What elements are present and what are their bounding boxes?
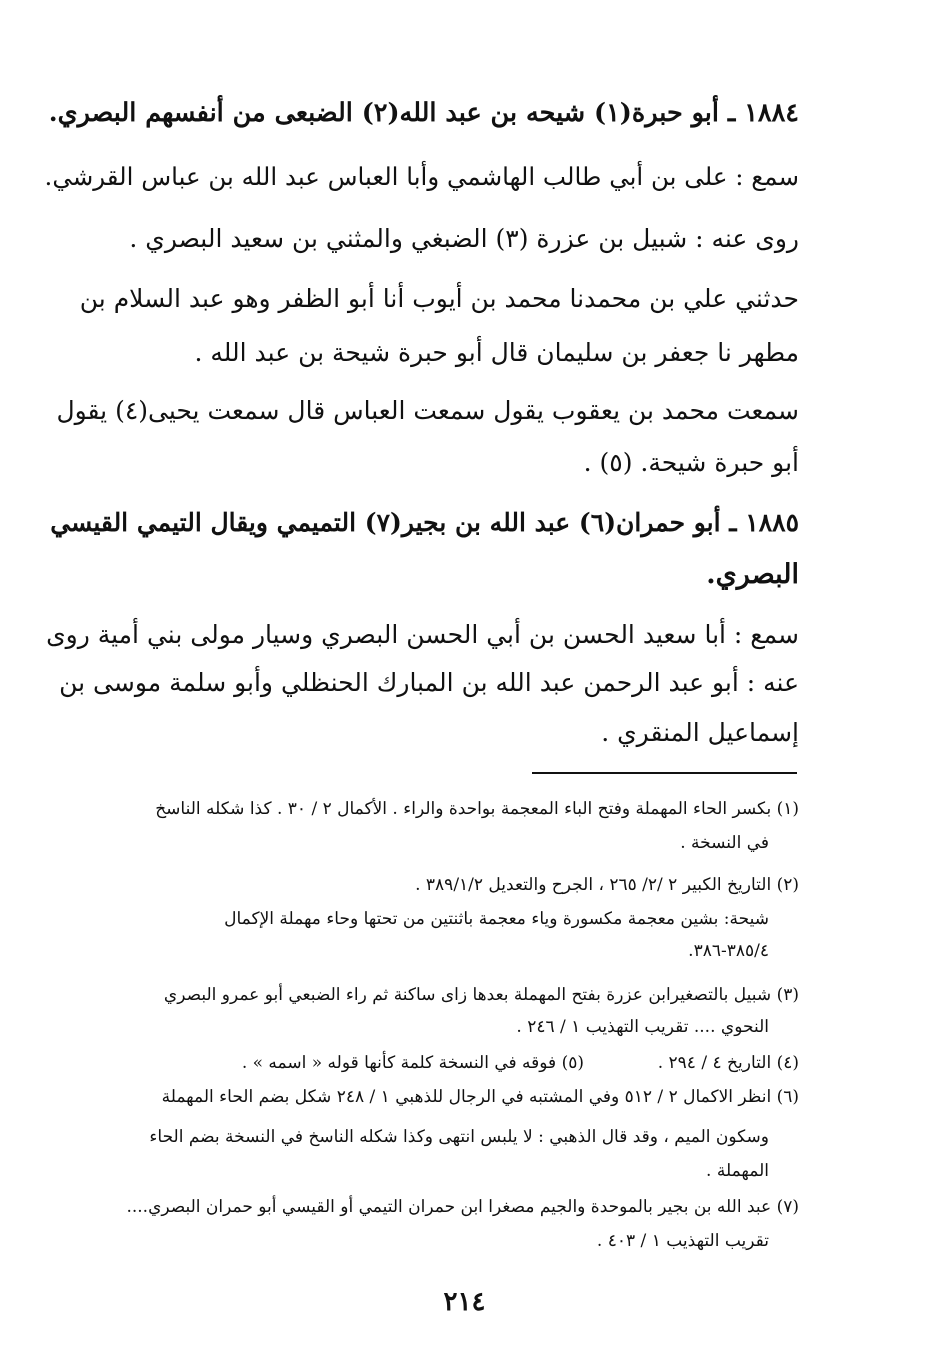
entry-1884-heading: ١٨٨٤ ـ أبو حبرة(١) شيحه بن عبد الله(٢) الضبعى من أنفسهم البصري. (48, 98, 799, 128)
entry-1884-line-1: سمع : على بن أبي طالب الهاشمي وأبا العباس عبد الله بن عباس القرشي. (44, 162, 799, 191)
entry-1884-line-6: أبو حبرة شيحة. (٥) . (583, 448, 799, 477)
entry-1885-heading-line-1: ١٨٨٥ ـ أبو حمران(٦) عبد الله بن بجير(٧) التميمي ويقال التيمي القيسي (50, 508, 799, 537)
footnote-2-line-3: ٣٨٥/٤-٣٨٦. (688, 941, 769, 961)
footnote-7-line-2: تقريب التهذيب ١ / ٤٠٣ . (596, 1231, 769, 1251)
footnote-2-line-1: (٢) التاريخ الكبير ٢ /٢/ ٢٦٥ ، الجرح والتعديل ٣٨٩/١/٢ . (415, 875, 799, 895)
footnote-1-line-2: في النسخة . (680, 833, 769, 853)
footnote-6-line-3: المهملة . (706, 1161, 769, 1181)
footnote-3-line-2: النحوي .... تقريب التهذيب ١ / ٢٤٦ . (516, 1017, 769, 1037)
footnote-7-line-1: (٧) عبد الله بن بجير بالموحدة والجيم مصغرا ابن حمران التيمي أو القيسي أبو حمران البصري.... (126, 1197, 799, 1217)
entry-1884-line-2: روى عنه : شبيل بن عزرة (٣) الضبغي والمثني بن سعيد البصري . (129, 224, 799, 253)
footnote-separator (532, 772, 797, 774)
entry-1885-line-2: عنه : أبو عبد الرحمن عبد الله بن المبارك الحنظلي وأبو سلمة موسى بن (59, 668, 799, 697)
footnote-4: (٤) التاريخ ٤ / ٢٩٤ . (657, 1053, 799, 1073)
entry-1885-line-3: إسماعيل المنقري . (601, 718, 799, 747)
footnote-6-line-2: وسكون الميم ، وقد قال الذهبي : لا يلبس انتهى وكذا شكله الناسخ في النسخة بضم الحاء (149, 1127, 769, 1147)
entry-1884-line-4: مطهر نا جعفر بن سليمان قال أبو حبرة شيحة بن عبد الله . (194, 338, 799, 367)
footnote-5: (٥) فوقه في النسخة كلمة كأنها قوله « اسمه » . (241, 1053, 584, 1073)
page-number: ٢١٤ (443, 1287, 486, 1317)
footnote-6-line-1: (٦) انظر الاكمال ٢ / ٥١٢ وفي المشتبه في الرجال للذهبي ١ / ٢٤٨ شكل بضم الحاء المهملة (161, 1087, 799, 1107)
footnote-1-line-1: (١) بكسر الحاء المهملة وفتح الباء المعجمة بواحدة والراء . الأكمال ٢ / ٣٠ . كذا شكله الناسخ (155, 799, 799, 819)
entry-1884-line-3: حدثني علي بن محمدنا محمد بن أيوب أنا أبو الظفر وهو عبد السلام بن (79, 284, 799, 313)
entry-1885-heading-line-2: البصري. (706, 559, 799, 590)
footnote-3-line-1: (٣) شبيل بالتصغيرابن عزرة بفتح المهملة بعدها زاى ساكنة ثم راء الضبعي أبو عمرو البصري (163, 985, 799, 1005)
entry-1885-line-1: سمع : أبا سعيد الحسن بن أبي الحسن البصري وسيار مولى بني أمية روى (46, 620, 799, 649)
footnote-2-line-2: شيحة: بشين معجمة مكسورة وياء معجمة باثنتين من تحتها وحاء مهملة الإكمال (224, 909, 769, 929)
entry-1884-line-5: سمعت محمد بن يعقوب يقول سمعت العباس قال سمعت يحيى(٤) يقول (56, 396, 799, 425)
